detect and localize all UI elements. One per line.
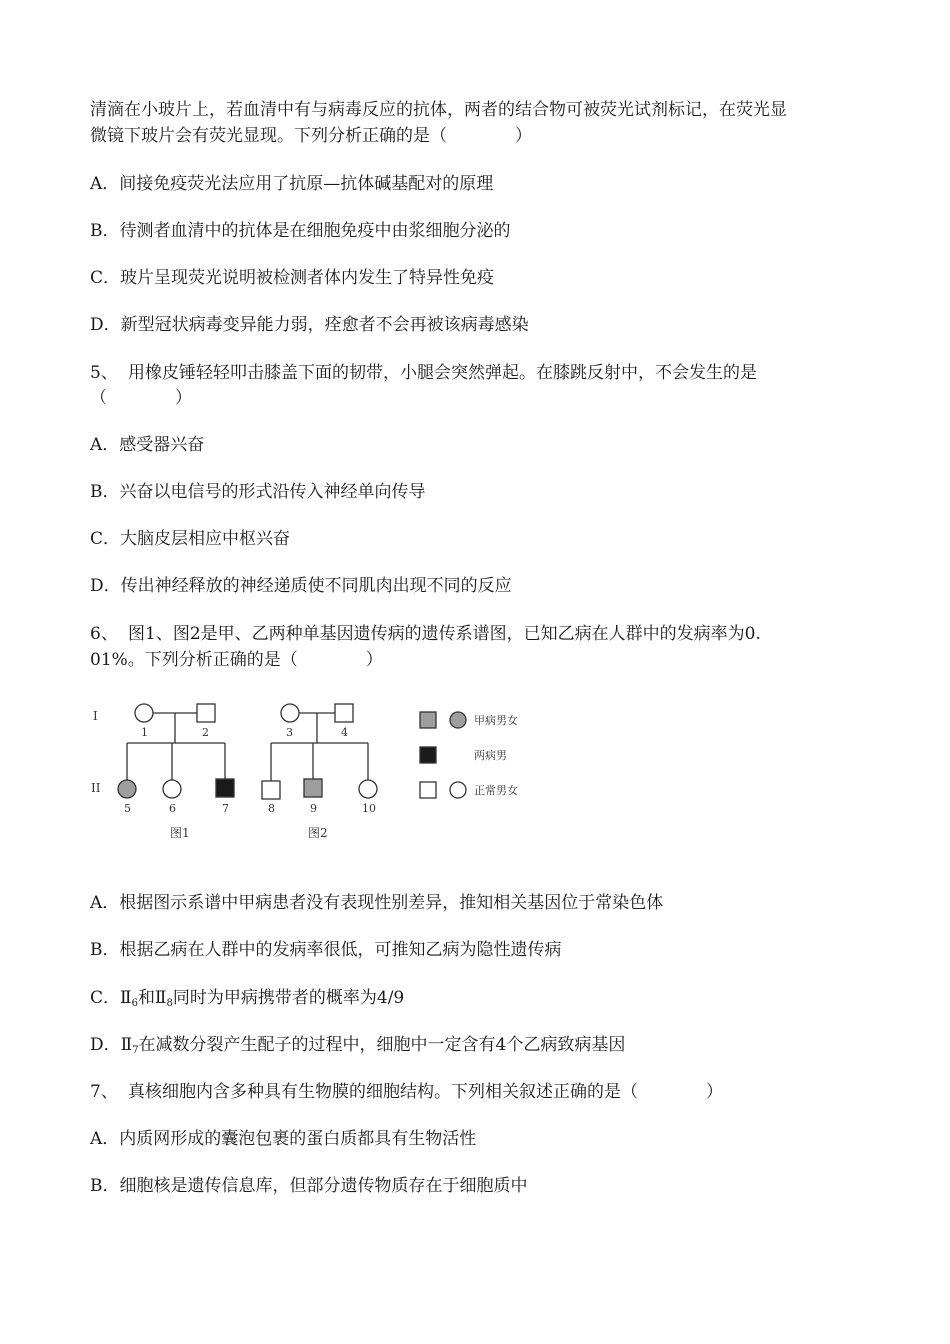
q6-c-pre: C．Ⅱ — [90, 988, 132, 1008]
q4-option-b: B．待测者血清中的抗体是在细胞免疫中由浆细胞分泌的 — [90, 221, 511, 241]
gen-label-1: I — [93, 709, 98, 723]
legend-both-label: 两病男 — [474, 749, 507, 762]
ind-label-8: 8 — [268, 802, 275, 815]
ind-8-male-normal — [262, 781, 280, 799]
ind-5-female-jia — [118, 780, 136, 798]
q6-c-post: 同时为甲病携带者的概率为4/9 — [172, 988, 405, 1008]
q4-stem-line1: 清滴在小玻片上，若血清中有与病毒反应的抗体，两者的结合物可被荧光试剂标记，在荧光显 — [90, 100, 787, 120]
q7-option-b: B．细胞核是遗传信息库，但部分遗传物质存在于细胞质中 — [90, 1176, 528, 1196]
q6-stem-text: 图1、图2是甲、乙两种单基因遗传病的遗传系谱图，已知乙病在人群中的发病率为0. — [128, 624, 761, 644]
fig1-caption: 图1 — [170, 826, 190, 840]
ind-label-10: 10 — [362, 802, 376, 815]
ind-label-2: 2 — [202, 726, 209, 739]
ind-label-7: 7 — [222, 802, 229, 815]
q6-d-post: 在减数分裂产生配子的过程中，细胞中一定含有4个乙病致病基因 — [138, 1035, 626, 1055]
legend-normal-female-symbol — [450, 782, 466, 798]
gen-label-2: II — [91, 781, 101, 795]
ind-label-9: 9 — [310, 802, 317, 815]
q6-option-d — [90, 1033, 625, 1063]
q6-option-c — [90, 986, 404, 1016]
legend-jia-male-symbol — [420, 712, 436, 728]
fig2-caption: 图2 — [308, 826, 328, 840]
q6-stem-line1 — [90, 622, 761, 646]
q6-d-pre: D．Ⅱ — [90, 1035, 133, 1055]
q5-stem-line1 — [90, 361, 757, 385]
ind-7-male-both — [216, 779, 234, 797]
legend-jia-label: 甲病男女 — [474, 714, 518, 727]
q6-c-mid: 和Ⅱ — [137, 988, 167, 1008]
ind-4-male-normal — [335, 704, 353, 722]
q5-option-c: C．大脑皮层相应中枢兴奋 — [90, 529, 291, 549]
q4-option-c: C．玻片呈现荧光说明被检测者体内发生了特异性免疫 — [90, 268, 495, 288]
q6-number: 6、 — [90, 624, 118, 644]
q6-c-sub2: 8 — [166, 998, 173, 1009]
q5-stem-text: 用橡皮锤轻轻叩击膝盖下面的韧带，小腿会突然弹起。在膝跳反射中，不会发生的是 — [128, 363, 757, 383]
pedigree-figure — [90, 698, 550, 848]
legend-normal-label: 正常男女 — [474, 784, 518, 797]
legend-jia-female-symbol — [450, 712, 466, 728]
ind-label-1: 1 — [141, 726, 148, 739]
q5-option-b: B．兴奋以电信号的形式沿传入神经单向传导 — [90, 482, 426, 502]
q4-option-d: D．新型冠状病毒变异能力弱，痊愈者不会再被该病毒感染 — [90, 315, 529, 335]
ind-label-5: 5 — [124, 802, 131, 815]
q6-c-sub1: 6 — [131, 998, 138, 1009]
q7-stem-line1 — [90, 1080, 723, 1104]
q6-stem-line2: 01%。下列分析正确的是（ ） — [90, 650, 383, 670]
q6-option-b: B．根据乙病在人群中的发病率很低，可推知乙病为隐性遗传病 — [90, 940, 562, 960]
ind-3-female-normal — [281, 704, 299, 722]
ind-label-3: 3 — [286, 726, 293, 739]
q4-stem-line2: 微镜下玻片会有荧光显现。下列分析正确的是（ ） — [90, 126, 532, 146]
ind-label-4: 4 — [341, 726, 348, 739]
q5-number: 5、 — [90, 363, 118, 383]
legend-normal-male-symbol — [420, 782, 436, 798]
ind-1-female-normal — [135, 704, 153, 722]
q5-option-d: D．传出神经释放的神经递质使不同肌肉出现不同的反应 — [90, 576, 512, 596]
ind-10-female-normal — [359, 780, 377, 798]
ind-label-6: 6 — [169, 802, 176, 815]
ind-9-male-jia — [304, 779, 322, 797]
q6-option-a: A．根据图示系谱中甲病患者没有表现性别差异，推知相关基因位于常染色体 — [90, 893, 664, 913]
ind-2-male-normal — [197, 704, 215, 722]
ind-6-female-normal — [163, 780, 181, 798]
q5-option-a: A．感受器兴奋 — [90, 435, 205, 455]
q7-stem-text: 真核细胞内含多种具有生物膜的细胞结构。下列相关叙述正确的是（ ） — [128, 1082, 723, 1102]
q5-stem-line2: （ ） — [90, 388, 192, 408]
legend-both-male-symbol — [420, 747, 436, 763]
q7-number: 7、 — [90, 1082, 118, 1102]
q7-option-a: A．内质网形成的囊泡包裹的蛋白质都具有生物活性 — [90, 1129, 477, 1149]
q4-option-a: A．间接免疫荧光法应用了抗原—抗体碱基配对的原理 — [90, 174, 494, 194]
q6-d-sub: 7 — [132, 1045, 139, 1056]
